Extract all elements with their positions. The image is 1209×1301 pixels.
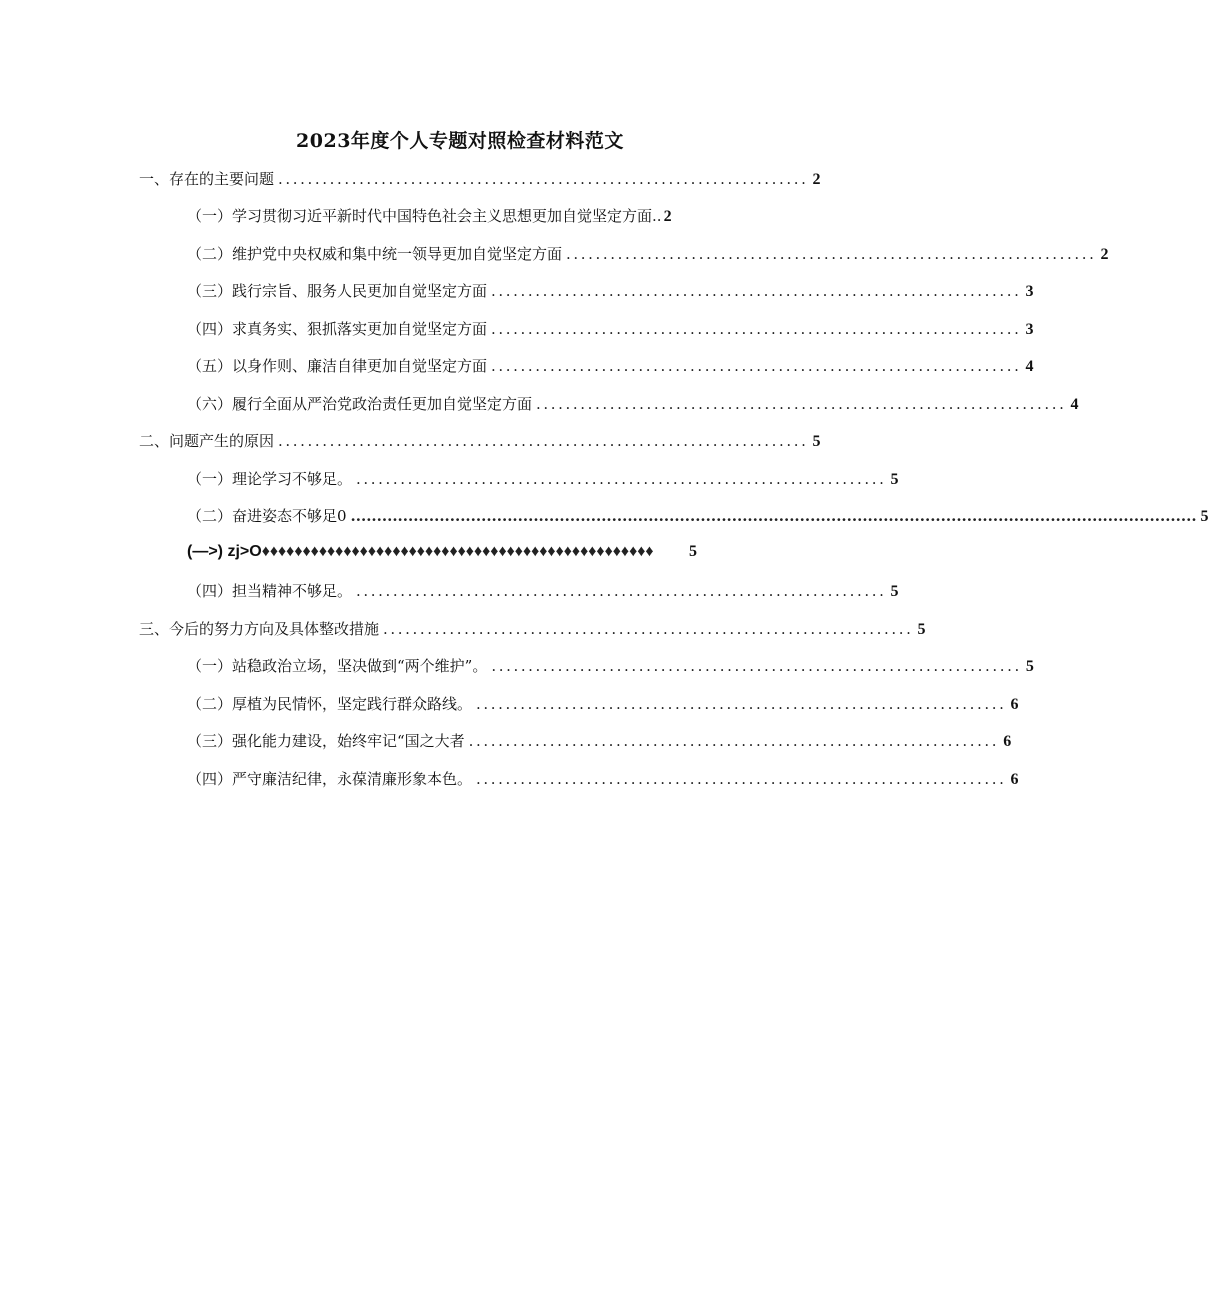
toc-page-number: 5 [1025, 658, 1034, 675]
toc-leader: ........................................................................ [356, 470, 887, 488]
toc-entry-label: （一）站稳政治立场，坚决做到“两个维护”。 [187, 657, 488, 675]
toc-entry-label: （二）维护党中央权威和集中统一领导更加自觉坚定方面 [187, 245, 563, 263]
toc-page-number: 6 [1010, 696, 1019, 713]
toc-entry[interactable] [187, 318, 1034, 344]
toc-entry[interactable] [187, 543, 697, 569]
toc-entry-label: (—>) zj>O [187, 543, 262, 560]
toc-page-number: 3 [1025, 283, 1034, 300]
toc-leader: ........................................................................ [278, 432, 809, 450]
toc-entry[interactable] [187, 205, 777, 231]
toc-page-number: 5 [812, 433, 821, 450]
toc-entry[interactable] [139, 618, 926, 644]
toc-leader: ........................................................................ [278, 170, 809, 188]
toc-entry[interactable] [187, 393, 1079, 419]
toc-entry[interactable] [187, 280, 1034, 306]
toc-page-number: 6 [1003, 733, 1012, 750]
toc-leader: ........................................................................ [476, 695, 1007, 713]
toc-leader: ........................................................................ [468, 732, 1000, 750]
toc-page-number: 6 [1010, 771, 1019, 788]
toc-page-number: 4 [1025, 358, 1034, 375]
toc-leader: ........................................................................ [491, 357, 1022, 375]
toc-entry[interactable] [187, 468, 899, 494]
toc-entry-label: 二、问题产生的原因 [139, 432, 275, 450]
toc-leader: ........................................................................ [491, 320, 1022, 338]
toc-entry-label: （五）以身作则、廉洁自律更加自觉坚定方面 [187, 357, 488, 375]
toc-page-number: 3 [1025, 321, 1034, 338]
toc-entry[interactable] [187, 655, 1034, 681]
toc-leader: ........................................................................ [476, 770, 1007, 788]
toc-page-number: 2 [1100, 246, 1109, 263]
toc-page-number: 5 [890, 583, 899, 600]
toc-leader: .. [652, 207, 662, 225]
toc-page-number: 2 [812, 171, 821, 188]
toc-leader: ........................................................................ [566, 245, 1097, 263]
toc-entry-label: （一）学习贯彻习近平新时代中国特色社会主义思想更加自觉坚定方面 [187, 207, 653, 225]
toc-leader: ........................................................................ [383, 620, 914, 638]
toc-entry-label: （三）践行宗旨、服务人民更加自觉坚定方面 [187, 282, 488, 300]
toc-entry[interactable] [139, 168, 821, 194]
toc-entry[interactable] [187, 693, 1019, 719]
toc-entry-label: （三）强化能力建设，始终牢记“国之大者 [187, 732, 465, 750]
toc-page-number: 5 [890, 471, 899, 488]
document-title: 2023年度个人专题对照检查材料范文 [296, 130, 624, 152]
toc-leader: ♦♦♦♦♦♦♦♦♦♦♦♦♦♦♦♦♦♦♦♦♦♦♦♦♦♦♦♦♦♦♦♦♦♦♦♦♦♦♦♦♦♦♦♦♦♦♦♦ [261, 543, 654, 560]
toc-page-number: 5 [689, 543, 697, 560]
toc-leader: .................................................................................................................................................................. [350, 507, 1197, 525]
toc-entry[interactable] [187, 355, 1034, 381]
toc-entry-label: （一）理论学习不够足。 [187, 470, 353, 488]
toc-entry-label: 一、存在的主要问题 [139, 170, 275, 188]
toc-entry-label: （二）厚植为民情怀，坚定践行群众路线。 [187, 695, 473, 713]
toc-entry-label: （四）求真务实、狠抓落实更加自觉坚定方面 [187, 320, 488, 338]
toc-entry[interactable] [187, 580, 899, 606]
toc-leader: ........................................................................ [536, 395, 1067, 413]
toc-page-number: 5 [1200, 508, 1209, 525]
toc-entry-label: 三、今后的努力方向及具体整改措施 [139, 620, 380, 638]
toc-entry-label: （六）履行全面从严治党政治责任更加自觉坚定方面 [187, 395, 533, 413]
toc-entry[interactable] [187, 730, 1012, 756]
toc-entry[interactable] [187, 243, 1109, 269]
toc-entry-label: （四）担当精神不够足。 [187, 582, 353, 600]
toc-leader: ........................................................................ [491, 282, 1022, 300]
toc-leader: ........................................................................ [491, 657, 1022, 675]
toc-page-number: 2 [663, 208, 672, 225]
toc-entry[interactable] [187, 505, 1209, 531]
toc-page-number: 4 [1070, 396, 1079, 413]
toc-entry[interactable] [187, 768, 1019, 794]
toc-entry[interactable] [139, 430, 821, 456]
toc-entry-label: （二）奋进姿态不够足0 [187, 507, 347, 525]
toc-leader: ........................................................................ [356, 582, 887, 600]
toc-entry-label: （四）严守廉洁纪律，永葆清廉形象本色。 [187, 770, 473, 788]
toc-page-number: 5 [917, 621, 926, 638]
